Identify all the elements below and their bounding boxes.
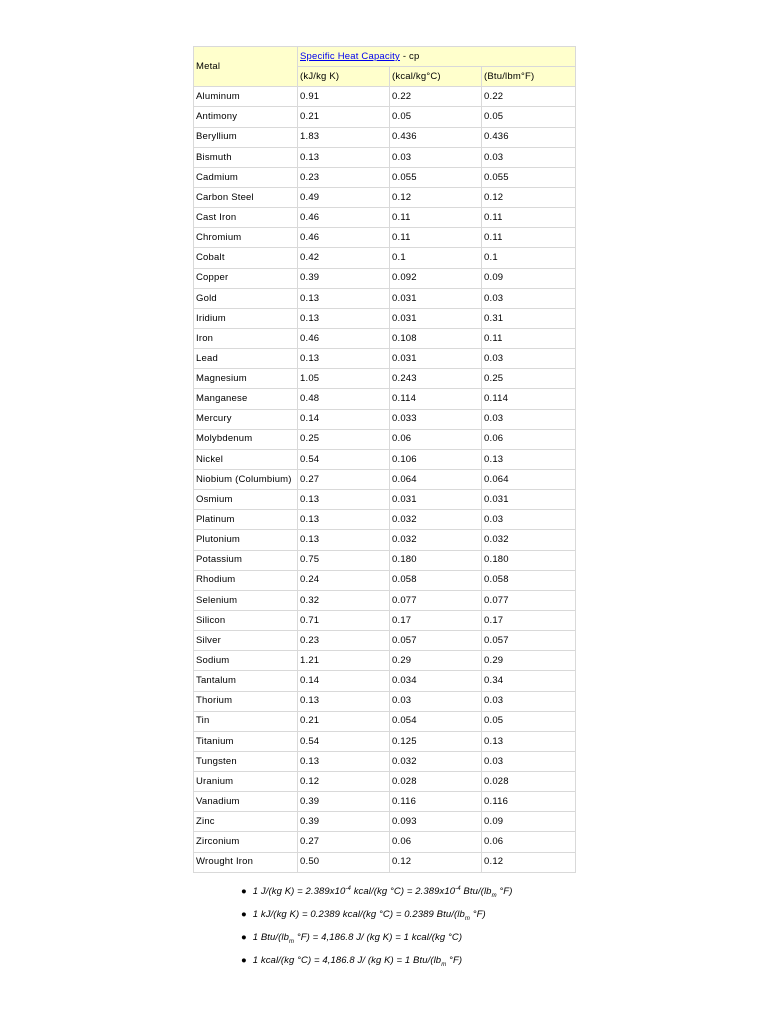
unit-header-kcal: (kcal/kg°C) bbox=[390, 67, 482, 87]
metal-name-cell: Tin bbox=[194, 711, 298, 731]
kj-per-kg-k-cell: 0.21 bbox=[298, 711, 390, 731]
kcal-per-kg-c-cell: 0.11 bbox=[390, 208, 482, 228]
conversion-note bbox=[241, 926, 512, 949]
btu-per-lbm-f-cell: 0.03 bbox=[482, 510, 576, 530]
table-row bbox=[194, 510, 576, 530]
kcal-per-kg-c-cell: 0.032 bbox=[390, 751, 482, 771]
metal-name-cell: Titanium bbox=[194, 731, 298, 751]
kcal-per-kg-c-cell: 0.17 bbox=[390, 610, 482, 630]
btu-per-lbm-f-cell: 0.03 bbox=[482, 751, 576, 771]
btu-per-lbm-f-cell: 0.03 bbox=[482, 691, 576, 711]
kj-per-kg-k-cell: 0.75 bbox=[298, 550, 390, 570]
metal-name-cell: Potassium bbox=[194, 550, 298, 570]
table-row bbox=[194, 369, 576, 389]
btu-per-lbm-f-cell: 0.116 bbox=[482, 792, 576, 812]
note-subscript: m bbox=[441, 961, 447, 968]
kcal-per-kg-c-cell: 0.180 bbox=[390, 550, 482, 570]
kj-per-kg-k-cell: 0.91 bbox=[298, 87, 390, 107]
table-row bbox=[194, 631, 576, 651]
table-row bbox=[194, 550, 576, 570]
header-row-1 bbox=[194, 47, 576, 67]
btu-per-lbm-f-cell: 0.03 bbox=[482, 288, 576, 308]
kcal-per-kg-c-cell: 0.028 bbox=[390, 772, 482, 792]
table-row bbox=[194, 147, 576, 167]
metal-name-cell: Tungsten bbox=[194, 751, 298, 771]
kcal-per-kg-c-cell: 0.06 bbox=[390, 429, 482, 449]
kcal-per-kg-c-cell: 0.12 bbox=[390, 852, 482, 872]
table-row bbox=[194, 792, 576, 812]
btu-per-lbm-f-cell: 0.1 bbox=[482, 248, 576, 268]
btu-per-lbm-f-cell: 0.31 bbox=[482, 308, 576, 328]
metal-name-cell: Iron bbox=[194, 328, 298, 348]
metal-name-cell: Molybdenum bbox=[194, 429, 298, 449]
property-suffix: - cp bbox=[399, 50, 420, 62]
kcal-per-kg-c-cell: 0.057 bbox=[390, 631, 482, 651]
note-text: Btu/(lb bbox=[460, 886, 492, 897]
metal-name-cell: Aluminum bbox=[194, 87, 298, 107]
kcal-per-kg-c-cell: 0.114 bbox=[390, 389, 482, 409]
table-row bbox=[194, 248, 576, 268]
btu-per-lbm-f-cell: 0.05 bbox=[482, 711, 576, 731]
metal-name-cell: Rhodium bbox=[194, 570, 298, 590]
kj-per-kg-k-cell: 0.23 bbox=[298, 631, 390, 651]
note-text: °F) bbox=[469, 909, 486, 920]
table-row bbox=[194, 187, 576, 207]
btu-per-lbm-f-cell: 0.09 bbox=[482, 812, 576, 832]
kj-per-kg-k-cell: 0.13 bbox=[298, 530, 390, 550]
specific-heat-capacity-link[interactable]: Specific Heat Capacity bbox=[300, 50, 400, 62]
kcal-per-kg-c-cell: 0.031 bbox=[390, 490, 482, 510]
btu-per-lbm-f-cell: 0.09 bbox=[482, 268, 576, 288]
metal-name-cell: Wrought Iron bbox=[194, 852, 298, 872]
kcal-per-kg-c-cell: 0.054 bbox=[390, 711, 482, 731]
kj-per-kg-k-cell: 0.48 bbox=[298, 389, 390, 409]
kcal-per-kg-c-cell: 0.108 bbox=[390, 328, 482, 348]
kcal-per-kg-c-cell: 0.11 bbox=[390, 228, 482, 248]
metal-name-cell: Lead bbox=[194, 349, 298, 369]
btu-per-lbm-f-cell: 0.06 bbox=[482, 832, 576, 852]
kcal-per-kg-c-cell: 0.106 bbox=[390, 449, 482, 469]
conversion-notes bbox=[241, 880, 512, 972]
kcal-per-kg-c-cell: 0.29 bbox=[390, 651, 482, 671]
kj-per-kg-k-cell: 0.12 bbox=[298, 772, 390, 792]
kj-per-kg-k-cell: 0.14 bbox=[298, 671, 390, 691]
table-row bbox=[194, 469, 576, 489]
kj-per-kg-k-cell: 0.32 bbox=[298, 590, 390, 610]
kcal-per-kg-c-cell: 0.031 bbox=[390, 308, 482, 328]
table-row bbox=[194, 651, 576, 671]
metal-name-cell: Cast Iron bbox=[194, 208, 298, 228]
kj-per-kg-k-cell: 0.13 bbox=[298, 288, 390, 308]
kj-per-kg-k-cell: 0.14 bbox=[298, 409, 390, 429]
kcal-per-kg-c-cell: 0.031 bbox=[390, 288, 482, 308]
btu-per-lbm-f-cell: 0.055 bbox=[482, 167, 576, 187]
metal-name-cell: Copper bbox=[194, 268, 298, 288]
btu-per-lbm-f-cell: 0.05 bbox=[482, 107, 576, 127]
table-row bbox=[194, 449, 576, 469]
metal-name-cell: Osmium bbox=[194, 490, 298, 510]
kj-per-kg-k-cell: 0.71 bbox=[298, 610, 390, 630]
unit-header-kj: (kJ/kg K) bbox=[298, 67, 390, 87]
property-header-cell bbox=[298, 47, 576, 67]
kj-per-kg-k-cell: 0.21 bbox=[298, 107, 390, 127]
kj-per-kg-k-cell: 0.46 bbox=[298, 208, 390, 228]
kj-per-kg-k-cell: 0.13 bbox=[298, 308, 390, 328]
table-row bbox=[194, 530, 576, 550]
metal-name-cell: Manganese bbox=[194, 389, 298, 409]
table-row bbox=[194, 570, 576, 590]
btu-per-lbm-f-cell: 0.031 bbox=[482, 490, 576, 510]
table-row bbox=[194, 852, 576, 872]
table-row bbox=[194, 208, 576, 228]
btu-per-lbm-f-cell: 0.25 bbox=[482, 369, 576, 389]
table-row bbox=[194, 610, 576, 630]
btu-per-lbm-f-cell: 0.180 bbox=[482, 550, 576, 570]
note-text: 1 kcal/(kg °C) = 4,186.8 J/ (kg K) = 1 Btu/(lb bbox=[250, 955, 442, 966]
kj-per-kg-k-cell: 0.13 bbox=[298, 490, 390, 510]
metal-name-cell: Cobalt bbox=[194, 248, 298, 268]
table-row bbox=[194, 772, 576, 792]
metal-name-cell: Platinum bbox=[194, 510, 298, 530]
metal-name-cell: Silver bbox=[194, 631, 298, 651]
kcal-per-kg-c-cell: 0.092 bbox=[390, 268, 482, 288]
kj-per-kg-k-cell: 0.46 bbox=[298, 328, 390, 348]
kj-per-kg-k-cell: 0.54 bbox=[298, 449, 390, 469]
kcal-per-kg-c-cell: 0.243 bbox=[390, 369, 482, 389]
note-text: 1 J/(kg K) = 2.389x10 bbox=[250, 886, 346, 897]
table-row bbox=[194, 671, 576, 691]
kcal-per-kg-c-cell: 0.03 bbox=[390, 147, 482, 167]
kcal-per-kg-c-cell: 0.116 bbox=[390, 792, 482, 812]
metal-name-cell: Gold bbox=[194, 288, 298, 308]
kcal-per-kg-c-cell: 0.125 bbox=[390, 731, 482, 751]
kj-per-kg-k-cell: 0.13 bbox=[298, 751, 390, 771]
kcal-per-kg-c-cell: 0.22 bbox=[390, 87, 482, 107]
kj-per-kg-k-cell: 0.24 bbox=[298, 570, 390, 590]
btu-per-lbm-f-cell: 0.12 bbox=[482, 187, 576, 207]
kcal-per-kg-c-cell: 0.058 bbox=[390, 570, 482, 590]
table-row bbox=[194, 107, 576, 127]
metal-name-cell: Thorium bbox=[194, 691, 298, 711]
note-subscript: m bbox=[491, 892, 497, 899]
btu-per-lbm-f-cell: 0.29 bbox=[482, 651, 576, 671]
metal-name-cell: Niobium (Columbium) bbox=[194, 469, 298, 489]
table-row bbox=[194, 731, 576, 751]
metal-name-cell: Silicon bbox=[194, 610, 298, 630]
btu-per-lbm-f-cell: 0.03 bbox=[482, 409, 576, 429]
table-row bbox=[194, 409, 576, 429]
bullet-icon: ● bbox=[241, 909, 247, 920]
note-subscript: m bbox=[464, 915, 470, 922]
kcal-per-kg-c-cell: 0.034 bbox=[390, 671, 482, 691]
conversion-note bbox=[241, 949, 512, 972]
table-row bbox=[194, 429, 576, 449]
metal-name-cell: Plutonium bbox=[194, 530, 298, 550]
kcal-per-kg-c-cell: 0.064 bbox=[390, 469, 482, 489]
table-row bbox=[194, 490, 576, 510]
kj-per-kg-k-cell: 0.39 bbox=[298, 792, 390, 812]
btu-per-lbm-f-cell: 0.11 bbox=[482, 208, 576, 228]
kj-per-kg-k-cell: 0.23 bbox=[298, 167, 390, 187]
kj-per-kg-k-cell: 0.49 bbox=[298, 187, 390, 207]
metal-name-cell: Mercury bbox=[194, 409, 298, 429]
metal-name-cell: Nickel bbox=[194, 449, 298, 469]
kcal-per-kg-c-cell: 0.03 bbox=[390, 691, 482, 711]
btu-per-lbm-f-cell: 0.058 bbox=[482, 570, 576, 590]
kj-per-kg-k-cell: 1.05 bbox=[298, 369, 390, 389]
table-row bbox=[194, 167, 576, 187]
metal-name-cell: Cadmium bbox=[194, 167, 298, 187]
note-text: kcal/(kg °C) = 2.389x10 bbox=[350, 886, 456, 897]
table-row bbox=[194, 389, 576, 409]
kcal-per-kg-c-cell: 0.077 bbox=[390, 590, 482, 610]
metal-name-cell: Zinc bbox=[194, 812, 298, 832]
conversion-note bbox=[241, 903, 512, 926]
metal-name-cell: Zirconium bbox=[194, 832, 298, 852]
unit-header-btu: (Btu/lbm°F) bbox=[482, 67, 576, 87]
bullet-icon: ● bbox=[241, 932, 247, 943]
note-text: °F) bbox=[446, 955, 463, 966]
conversion-note bbox=[241, 880, 512, 903]
btu-per-lbm-f-cell: 0.17 bbox=[482, 610, 576, 630]
kcal-per-kg-c-cell: 0.031 bbox=[390, 349, 482, 369]
note-subscript: m bbox=[289, 938, 295, 945]
kj-per-kg-k-cell: 0.13 bbox=[298, 510, 390, 530]
btu-per-lbm-f-cell: 0.13 bbox=[482, 731, 576, 751]
btu-per-lbm-f-cell: 0.436 bbox=[482, 127, 576, 147]
kj-per-kg-k-cell: 0.13 bbox=[298, 691, 390, 711]
metal-name-cell: Uranium bbox=[194, 772, 298, 792]
kj-per-kg-k-cell: 0.39 bbox=[298, 812, 390, 832]
kcal-per-kg-c-cell: 0.436 bbox=[390, 127, 482, 147]
btu-per-lbm-f-cell: 0.11 bbox=[482, 228, 576, 248]
table-row bbox=[194, 751, 576, 771]
metal-name-cell: Beryllium bbox=[194, 127, 298, 147]
kj-per-kg-k-cell: 0.13 bbox=[298, 147, 390, 167]
kj-per-kg-k-cell: 0.27 bbox=[298, 832, 390, 852]
btu-per-lbm-f-cell: 0.13 bbox=[482, 449, 576, 469]
metal-name-cell: Tantalum bbox=[194, 671, 298, 691]
table-row bbox=[194, 268, 576, 288]
note-text: °F) bbox=[496, 886, 513, 897]
kj-per-kg-k-cell: 0.42 bbox=[298, 248, 390, 268]
kcal-per-kg-c-cell: 0.033 bbox=[390, 409, 482, 429]
table-row bbox=[194, 308, 576, 328]
kcal-per-kg-c-cell: 0.06 bbox=[390, 832, 482, 852]
metal-name-cell: Selenium bbox=[194, 590, 298, 610]
table-row bbox=[194, 832, 576, 852]
kcal-per-kg-c-cell: 0.1 bbox=[390, 248, 482, 268]
btu-per-lbm-f-cell: 0.032 bbox=[482, 530, 576, 550]
kj-per-kg-k-cell: 0.46 bbox=[298, 228, 390, 248]
btu-per-lbm-f-cell: 0.22 bbox=[482, 87, 576, 107]
kcal-per-kg-c-cell: 0.032 bbox=[390, 510, 482, 530]
btu-per-lbm-f-cell: 0.11 bbox=[482, 328, 576, 348]
table-row bbox=[194, 328, 576, 348]
bullet-icon: ● bbox=[241, 886, 247, 897]
kj-per-kg-k-cell: 0.39 bbox=[298, 268, 390, 288]
kcal-per-kg-c-cell: 0.05 bbox=[390, 107, 482, 127]
kj-per-kg-k-cell: 0.25 bbox=[298, 429, 390, 449]
kcal-per-kg-c-cell: 0.093 bbox=[390, 812, 482, 832]
btu-per-lbm-f-cell: 0.114 bbox=[482, 389, 576, 409]
kj-per-kg-k-cell: 0.13 bbox=[298, 349, 390, 369]
table-row bbox=[194, 87, 576, 107]
note-superscript: -4 bbox=[345, 885, 351, 892]
table-row bbox=[194, 288, 576, 308]
note-text: °F) = 4,186.8 J/ (kg K) = 1 kcal/(kg °C) bbox=[294, 932, 463, 943]
metal-name-cell: Sodium bbox=[194, 651, 298, 671]
note-text: 1 kJ/(kg K) = 0.2389 kcal/(kg °C) = 0.2389 Btu/(lb bbox=[250, 909, 465, 920]
note-text: 1 Btu/(lb bbox=[250, 932, 290, 943]
metal-column-header: Metal bbox=[194, 47, 298, 87]
metal-name-cell: Iridium bbox=[194, 308, 298, 328]
specific-heat-table-container bbox=[193, 46, 575, 873]
metal-name-cell: Vanadium bbox=[194, 792, 298, 812]
kj-per-kg-k-cell: 1.83 bbox=[298, 127, 390, 147]
metal-name-cell: Carbon Steel bbox=[194, 187, 298, 207]
btu-per-lbm-f-cell: 0.06 bbox=[482, 429, 576, 449]
kcal-per-kg-c-cell: 0.032 bbox=[390, 530, 482, 550]
table-row bbox=[194, 691, 576, 711]
kcal-per-kg-c-cell: 0.055 bbox=[390, 167, 482, 187]
btu-per-lbm-f-cell: 0.064 bbox=[482, 469, 576, 489]
bullet-icon: ● bbox=[241, 955, 247, 966]
btu-per-lbm-f-cell: 0.12 bbox=[482, 852, 576, 872]
table-row bbox=[194, 590, 576, 610]
table-body bbox=[194, 87, 576, 872]
btu-per-lbm-f-cell: 0.34 bbox=[482, 671, 576, 691]
table-row bbox=[194, 812, 576, 832]
btu-per-lbm-f-cell: 0.057 bbox=[482, 631, 576, 651]
kj-per-kg-k-cell: 0.27 bbox=[298, 469, 390, 489]
kj-per-kg-k-cell: 0.50 bbox=[298, 852, 390, 872]
btu-per-lbm-f-cell: 0.028 bbox=[482, 772, 576, 792]
metal-name-cell: Bismuth bbox=[194, 147, 298, 167]
kj-per-kg-k-cell: 1.21 bbox=[298, 651, 390, 671]
table-row bbox=[194, 349, 576, 369]
table-row bbox=[194, 228, 576, 248]
note-superscript: -4 bbox=[455, 885, 461, 892]
metal-name-cell: Magnesium bbox=[194, 369, 298, 389]
btu-per-lbm-f-cell: 0.03 bbox=[482, 349, 576, 369]
btu-per-lbm-f-cell: 0.077 bbox=[482, 590, 576, 610]
table-row bbox=[194, 127, 576, 147]
btu-per-lbm-f-cell: 0.03 bbox=[482, 147, 576, 167]
kcal-per-kg-c-cell: 0.12 bbox=[390, 187, 482, 207]
specific-heat-table bbox=[193, 46, 576, 873]
metal-name-cell: Antimony bbox=[194, 107, 298, 127]
kj-per-kg-k-cell: 0.54 bbox=[298, 731, 390, 751]
metal-name-cell: Chromium bbox=[194, 228, 298, 248]
table-row bbox=[194, 711, 576, 731]
